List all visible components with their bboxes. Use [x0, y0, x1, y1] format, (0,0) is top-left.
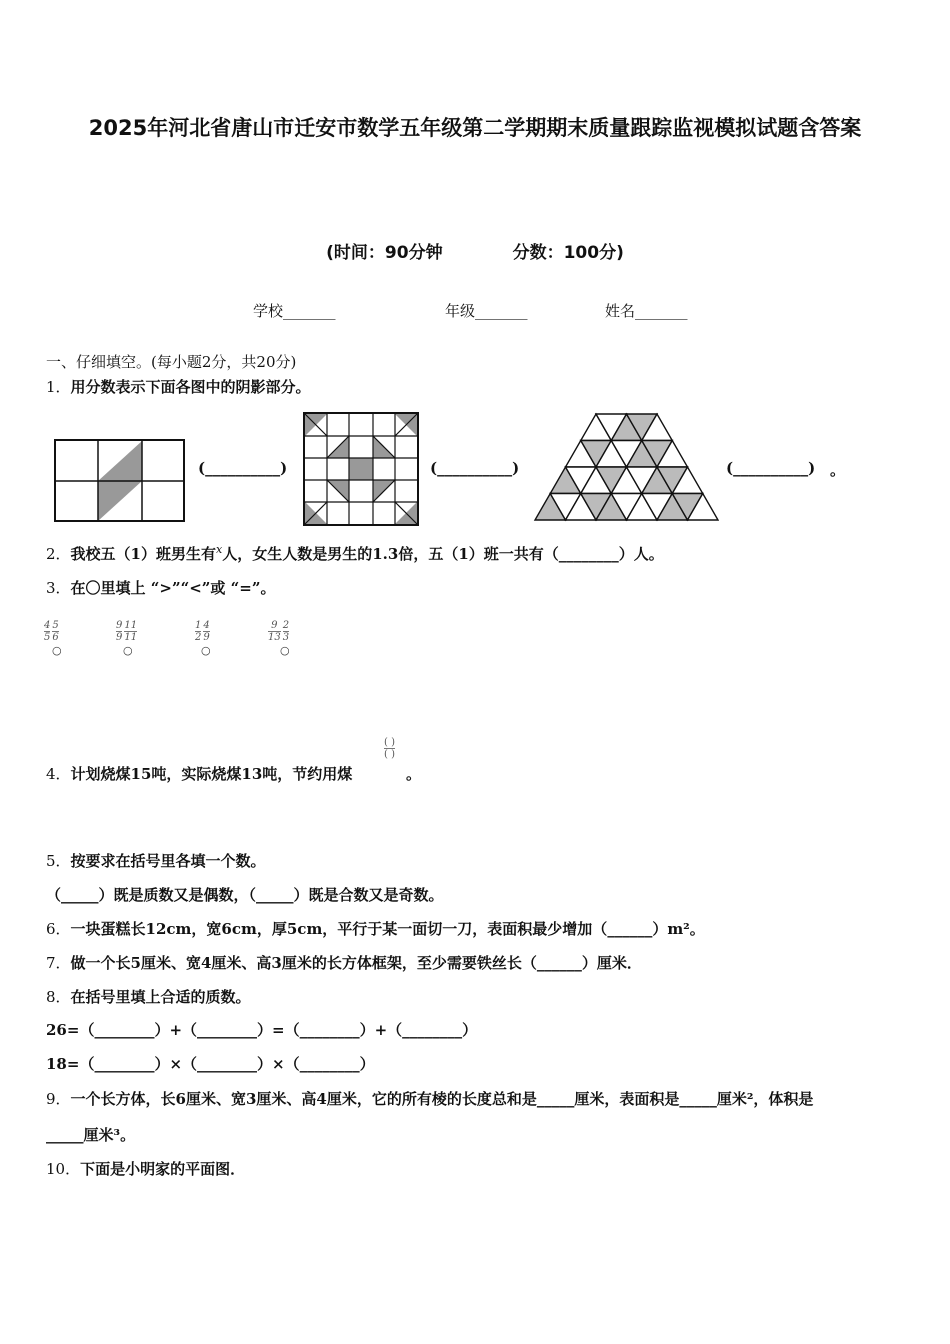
question-8 — [46, 986, 251, 1007]
fraction: $\frac{4}{9}$ — [203, 620, 210, 643]
question-4 — [46, 763, 352, 784]
question-text: 下面是小明家的平面图． — [80, 1160, 246, 1178]
question-text: 计划烧煤15吨，实际烧煤13吨，节约用煤 — [70, 765, 353, 783]
question-text: 在〇里填上 “>”“<”或 “=”。 — [70, 579, 276, 597]
question-text: 用分数表示下面各图中的阴影部分。 — [70, 378, 311, 396]
answer-fraction[interactable]: $\frac{( )}{( )}$ — [384, 737, 395, 760]
school-field[interactable]: 学校_______ — [253, 302, 336, 320]
question-text: 一块蛋糕长12cm，宽6cm，厚5cm，平行于某一面切一刀，表面积最少增加（______）m²。 — [70, 920, 705, 938]
question-number: 8． — [46, 988, 71, 1006]
answer-line[interactable]: 18=（________）×（________）×（________） — [46, 1055, 375, 1073]
sentence-end: 。 — [406, 765, 422, 783]
total-score: 分数：100分) — [512, 243, 624, 263]
compare-pair-4 — [268, 620, 291, 644]
question-2 — [46, 543, 664, 564]
question-5 — [46, 850, 266, 871]
question-9 — [46, 1088, 813, 1109]
time-limit: (时间：90分钟 — [326, 243, 443, 263]
compare-pair-2 — [116, 620, 139, 644]
question-6 — [46, 918, 705, 939]
question-10 — [46, 1158, 245, 1179]
compare-circle[interactable]: ○ — [123, 644, 133, 657]
question-1 — [46, 376, 311, 397]
question-number: 7． — [46, 954, 71, 972]
question-text: 做一个长5厘米、宽4厘米、高3厘米的长方体框架，至少需要铁丝长（______）厘米． — [70, 954, 642, 972]
shaded-square — [349, 458, 373, 480]
fraction: $\frac{2}{3}$ — [282, 620, 290, 643]
page-title: 2025年河北省唐山市迁安市数学五年级第二学期期末质量跟踪监视模拟试题含答案 — [88, 116, 862, 140]
question-text: 人，女生人数是男生的1.3倍，五（1）班一共有（________）人。 — [222, 545, 664, 563]
fraction: $\frac{11}{11}$ — [124, 620, 138, 643]
answer-line[interactable]: _____厘米³。 — [46, 1126, 136, 1144]
exam-subtitle — [0, 238, 950, 263]
fraction: $\frac{1}{2}$ — [195, 620, 202, 643]
grade-field[interactable]: 年级_______ — [445, 302, 528, 320]
compare-pair-3 — [195, 620, 212, 644]
compare-circle[interactable]: ○ — [52, 644, 62, 657]
answer-line[interactable]: （_____）既是质数又是偶数，（_____）既是合数又是奇数。 — [46, 886, 444, 904]
name-field[interactable]: 姓名_______ — [605, 302, 688, 320]
compare-circle[interactable]: ○ — [280, 644, 290, 657]
compare-pair-1 — [44, 620, 61, 644]
question-number: 9． — [46, 1090, 71, 1108]
figure-grid-triangles — [303, 412, 419, 526]
question-number: 4． — [46, 765, 71, 783]
question-number: 5． — [46, 852, 71, 870]
question-number: 10． — [46, 1160, 81, 1178]
question-text: 一个长方体，长6厘米、宽3厘米、高4厘米，它的所有棱的长度总和是_____厘米，表面积是_____厘米²，体积是 — [70, 1090, 814, 1108]
answer-blank-3[interactable]: (__________) — [726, 459, 816, 477]
question-7 — [46, 952, 642, 973]
answer-blank-2[interactable]: (__________) — [430, 459, 520, 477]
answer-blank-1[interactable]: (__________) — [198, 459, 288, 477]
question-text: 我校五（1）班男生有 — [70, 545, 216, 563]
question-number: 1． — [46, 378, 71, 396]
question-number: 3． — [46, 579, 71, 597]
figure-triangle-trapezoid — [533, 412, 719, 524]
question-text: 在括号里填上合适的质数。 — [70, 988, 251, 1006]
answer-line[interactable]: 26=（________）+（________）=（________）+（________） — [46, 1021, 478, 1039]
fraction: $\frac{5}{6}$ — [52, 620, 59, 643]
compare-circle[interactable]: ○ — [201, 644, 211, 657]
section-heading: 一、仔细填空。(每小题2分，共20分) — [46, 353, 297, 371]
question-number: 2． — [46, 545, 71, 563]
question-number: 6． — [46, 920, 71, 938]
sentence-end: 。 — [830, 461, 846, 479]
question-text: 按要求在括号里各填一个数。 — [70, 852, 266, 870]
figure-grid-parallelogram — [54, 439, 186, 523]
question-3 — [46, 577, 275, 598]
variable-x: x — [216, 543, 223, 556]
fraction: $\frac{4}{5}$ — [44, 620, 51, 643]
fraction: $\frac{9}{9}$ — [116, 620, 123, 643]
fraction: $\frac{9}{13}$ — [268, 620, 281, 643]
